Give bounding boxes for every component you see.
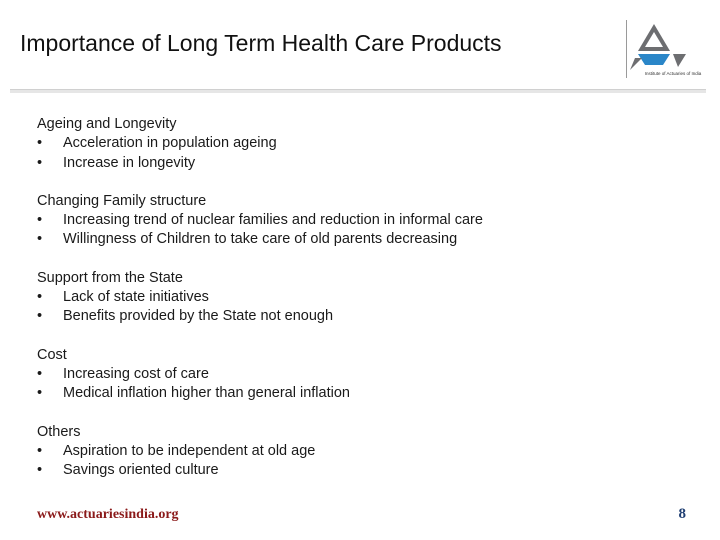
bullet-icon: • — [37, 135, 43, 152]
bullet-text: Medical inflation higher than general inflation — [63, 385, 350, 402]
bullet-item — [37, 154, 677, 173]
section-heading: Changing Family structure — [37, 192, 207, 209]
bullet-item — [37, 384, 677, 403]
title-divider — [626, 20, 627, 78]
bullet-icon: • — [37, 212, 43, 229]
section-heading: Others — [37, 423, 81, 440]
bullet-text: Willingness of Children to take care of old parents decreasing — [63, 231, 458, 248]
bullet-item — [37, 288, 677, 307]
bullet-icon: • — [37, 365, 43, 382]
section-heading: Support from the State — [37, 269, 183, 286]
slide-title: Importance of Long Term Health Care Products — [20, 30, 502, 56]
section-heading: Cost — [37, 346, 67, 363]
logo-caption: Institute of Actuaries of India — [644, 71, 702, 76]
header-rule — [10, 89, 706, 93]
bullet-text: Increasing trend of nuclear families and reduction in informal care — [63, 212, 483, 229]
bullet-item — [37, 134, 677, 153]
bullet-item — [37, 442, 677, 461]
section — [37, 269, 677, 327]
bullet-icon: • — [37, 231, 43, 248]
bullet-icon: • — [37, 385, 43, 402]
bullet-item — [37, 365, 677, 384]
bullet-item — [37, 211, 677, 230]
bullet-icon: • — [37, 289, 43, 306]
bullet-text: Savings oriented culture — [63, 462, 219, 479]
bullet-icon: • — [37, 462, 43, 479]
section — [37, 115, 677, 173]
bullet-text: Increase in longevity — [63, 154, 196, 171]
page-number: 8 — [678, 506, 686, 522]
section — [37, 423, 677, 481]
bullet-text: Benefits provided by the State not enough — [63, 308, 334, 325]
bullet-text: Acceleration in population ageing — [63, 135, 277, 152]
bullet-text: Lack of state initiatives — [63, 289, 209, 306]
bullet-text: Aspiration to be independent at old age — [63, 442, 316, 459]
bullet-icon: • — [37, 442, 43, 459]
bullet-text: Increasing cost of care — [63, 365, 209, 382]
section — [37, 192, 677, 250]
content-body — [37, 115, 677, 499]
bullet-item — [37, 230, 677, 249]
section — [37, 346, 677, 404]
footer-website-link[interactable]: www.actuariesindia.org — [37, 507, 179, 522]
section-heading: Ageing and Longevity — [37, 116, 177, 132]
bullet-item — [37, 461, 677, 480]
bullet-icon: • — [37, 308, 43, 325]
bullet-item — [37, 307, 677, 326]
bullet-icon: • — [37, 154, 43, 171]
